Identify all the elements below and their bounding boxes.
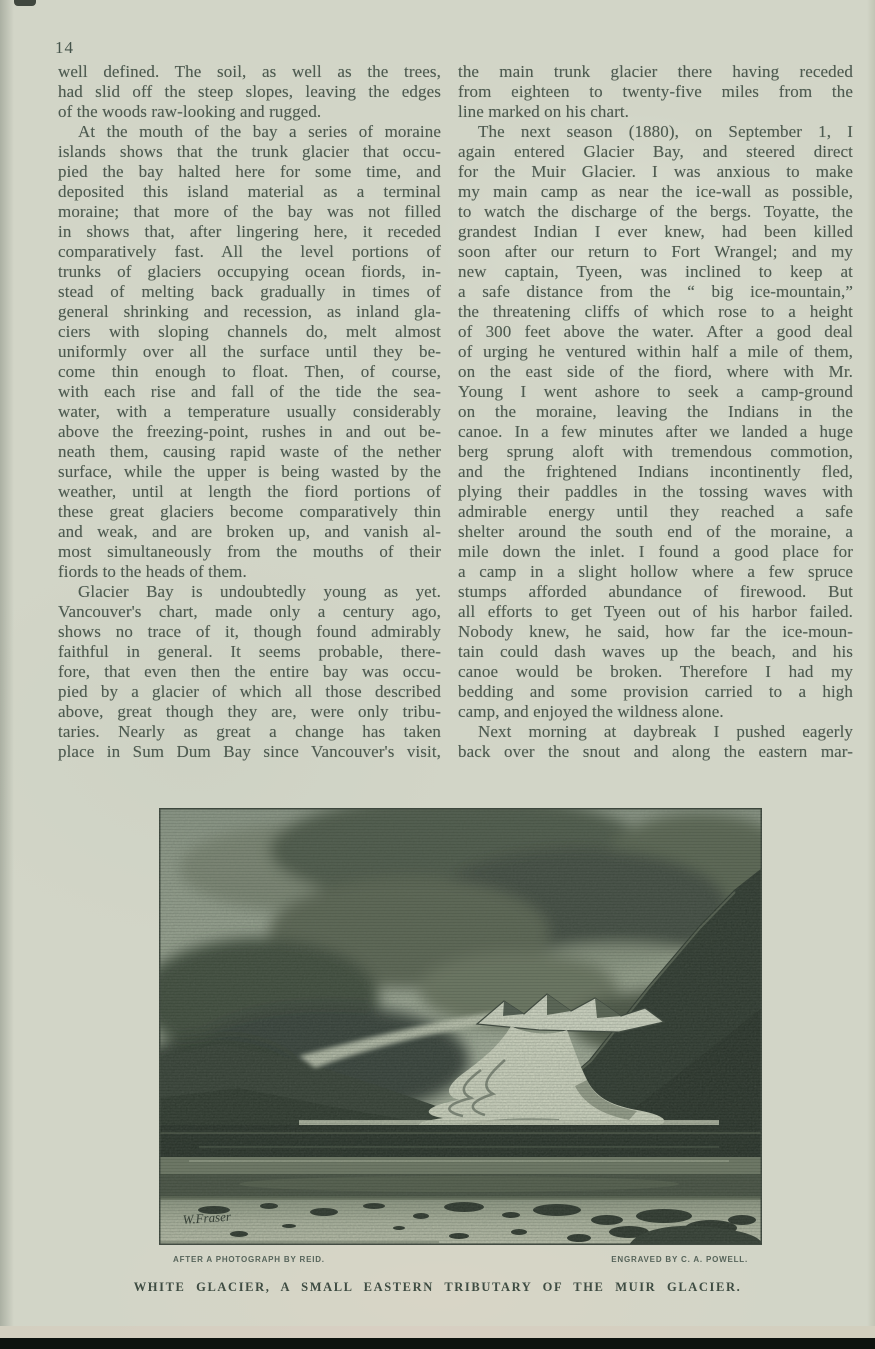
- text-column-left: [58, 62, 441, 762]
- text-line: fiords to the heads of them.: [58, 562, 247, 581]
- text-line: and the frightened Indians incontinently fled,: [458, 462, 853, 481]
- text-line: fore, that even then the entire bay was occu-: [58, 662, 441, 681]
- text-line: Nobody knew, he said, how far the ice-moun-: [458, 622, 853, 641]
- text-line: above, great though they are, were only tribu-: [58, 702, 441, 721]
- text-line: surface, while the upper is being wasted by the: [58, 462, 441, 481]
- text-line: these great glaciers become comparatively thin: [58, 502, 441, 521]
- text-line: comparatively fast. All the level portions of: [58, 242, 441, 261]
- text-line: uniformly over all the surface until they be-: [58, 342, 441, 361]
- text-line: on the east side of the fiord, where with Mr.: [458, 362, 853, 381]
- text-line: faithful in general. It seems probable, there-: [58, 642, 441, 661]
- text-line: a camp in a slight hollow where a few spruce: [458, 562, 853, 581]
- text-line: weather, until at length the fiord portions of: [58, 482, 441, 501]
- text-column-right: [458, 62, 853, 762]
- text-line: pied the bay halted here for some time, and: [58, 162, 441, 181]
- text-line: taries. Nearly as great a change has taken: [58, 722, 441, 741]
- scan-smudge: [14, 0, 36, 6]
- text-line: berg sprung aloft with tremendous commotion,: [458, 442, 853, 461]
- text-line: the threatening cliffs of which rose to a height: [458, 302, 853, 321]
- text-line: of urging he ventured within half a mile of them,: [458, 342, 853, 361]
- text-line: a safe distance from the “ big ice-mountain,”: [458, 282, 853, 301]
- text-line: ciers with sloping channels do, melt almost: [58, 322, 441, 341]
- text-line: camp, and enjoyed the wildness alone.: [458, 702, 724, 721]
- text-line: canoe would be broken. Therefore I had my: [458, 662, 853, 681]
- text-line: bedding and some provision carried to a high: [458, 682, 853, 701]
- text-line: my main camp as near the ice-wall as possible,: [458, 182, 853, 201]
- text-line: of the woods raw-looking and rugged.: [58, 102, 322, 121]
- text-line: of 300 feet above the water. After a good deal: [458, 322, 853, 341]
- text-line: water, with a temperature usually considerably: [58, 402, 441, 421]
- text-line: on the moraine, leaving the Indians in the: [458, 402, 853, 421]
- text-line: The next season (1880), on September 1, I: [478, 122, 853, 141]
- text-line: plying their paddles in the tossing waves with: [458, 482, 853, 501]
- text-line: soon after our return to Fort Wrangel; and my: [458, 242, 853, 261]
- text-line: shelter around the south end of the moraine, a: [458, 522, 853, 541]
- text-line: back over the snout and along the eastern mar-: [458, 742, 853, 761]
- text-line: islands shows that the trunk glacier that occu-: [58, 142, 441, 161]
- text-line: shows no trace of it, though found admirably: [58, 622, 441, 641]
- credit-engraver: ENGRAVED BY C. A. POWELL.: [611, 1255, 748, 1264]
- engraving-svg: [159, 808, 762, 1245]
- text-line: all efforts to get Tyeen out of his harbor failed.: [458, 602, 853, 621]
- text-line: with each rise and fall of the tide the sea-: [58, 382, 441, 401]
- text-line: pied by a glacier of which all those described: [58, 682, 441, 701]
- text-line: in shows that, after lingering here, it receded: [58, 222, 441, 241]
- text-line: well defined. The soil, as well as the trees,: [58, 62, 441, 81]
- text-line: stead of melting back gradually in times of: [58, 282, 441, 301]
- figure-credits: [159, 1255, 762, 1264]
- text-line: stumps afforded abundance of firewood. But: [458, 582, 853, 601]
- text-line: moraine; that more of the bay was not filled: [58, 202, 441, 221]
- scan-bottom-edge: [0, 1338, 875, 1349]
- page-number: 14: [55, 38, 74, 57]
- text-line: grandest Indian I ever knew, had been killed: [458, 222, 853, 241]
- text-line: Glacier Bay is undoubtedly young as yet.: [78, 582, 441, 601]
- text-line: At the mouth of the bay a series of moraine: [78, 122, 441, 141]
- text-line: Next morning at daybreak I pushed eagerly: [478, 722, 853, 741]
- text-line: place in Sum Dum Bay since Vancouver's visit,: [58, 742, 441, 761]
- text-line: Young I went ashore to seek a camp-ground: [458, 382, 853, 401]
- text-line: from eighteen to twenty-five miles from the: [458, 82, 853, 101]
- text-line: come thin enough to float. Then, of course,: [58, 362, 441, 381]
- text-line: line marked on his chart.: [458, 102, 630, 121]
- text-line: for the Muir Glacier. I was anxious to make: [458, 162, 853, 181]
- text-line: the main trunk glacier there having receded: [458, 62, 853, 81]
- text-line: admirable energy until they reached a safe: [458, 502, 853, 521]
- text-line: again entered Glacier Bay, and steered direct: [458, 142, 853, 161]
- text-line: new captain, Tyeen, was inclined to keep at: [458, 262, 853, 281]
- page-left-shadow: [0, 0, 14, 1349]
- engraving-illustration: [159, 808, 762, 1245]
- text-line: had slid off the steep slopes, leaving the edges: [58, 82, 441, 101]
- page-right-shadow: [867, 0, 875, 1349]
- text-line: tain could dash waves up the beach, and his: [458, 642, 853, 661]
- text-line: and weak, and are broken up, and vanish al-: [58, 522, 441, 541]
- text-line: canoe. In a few minutes after we landed a huge: [458, 422, 853, 441]
- text-line: Vancouver's chart, made only a century ago,: [58, 602, 441, 621]
- text-line: general shrinking and recession, as inland gla-: [58, 302, 441, 321]
- text-line: to watch the discharge of the bergs. Toyatte, the: [458, 202, 853, 221]
- text-line: neath them, causing rapid waste of the nether: [58, 442, 441, 461]
- credit-photographer: AFTER A PHOTOGRAPH BY REID.: [173, 1255, 325, 1264]
- text-line: deposited this island material as a terminal: [58, 182, 441, 201]
- text-line: above the freezing-point, rushes in and out be-: [58, 422, 441, 441]
- figure-caption: WHITE GLACIER, A SMALL EASTERN TRIBUTARY OF THE MUIR GLACIER.: [133, 1280, 742, 1294]
- text-line: trunks of glaciers occupying ocean fiords, in-: [58, 262, 441, 281]
- text-line: mile down the inlet. I found a good place for: [458, 542, 853, 561]
- scan-bottom-band: [0, 1326, 875, 1338]
- text-line: most simultaneously from the mouths of their: [58, 542, 441, 561]
